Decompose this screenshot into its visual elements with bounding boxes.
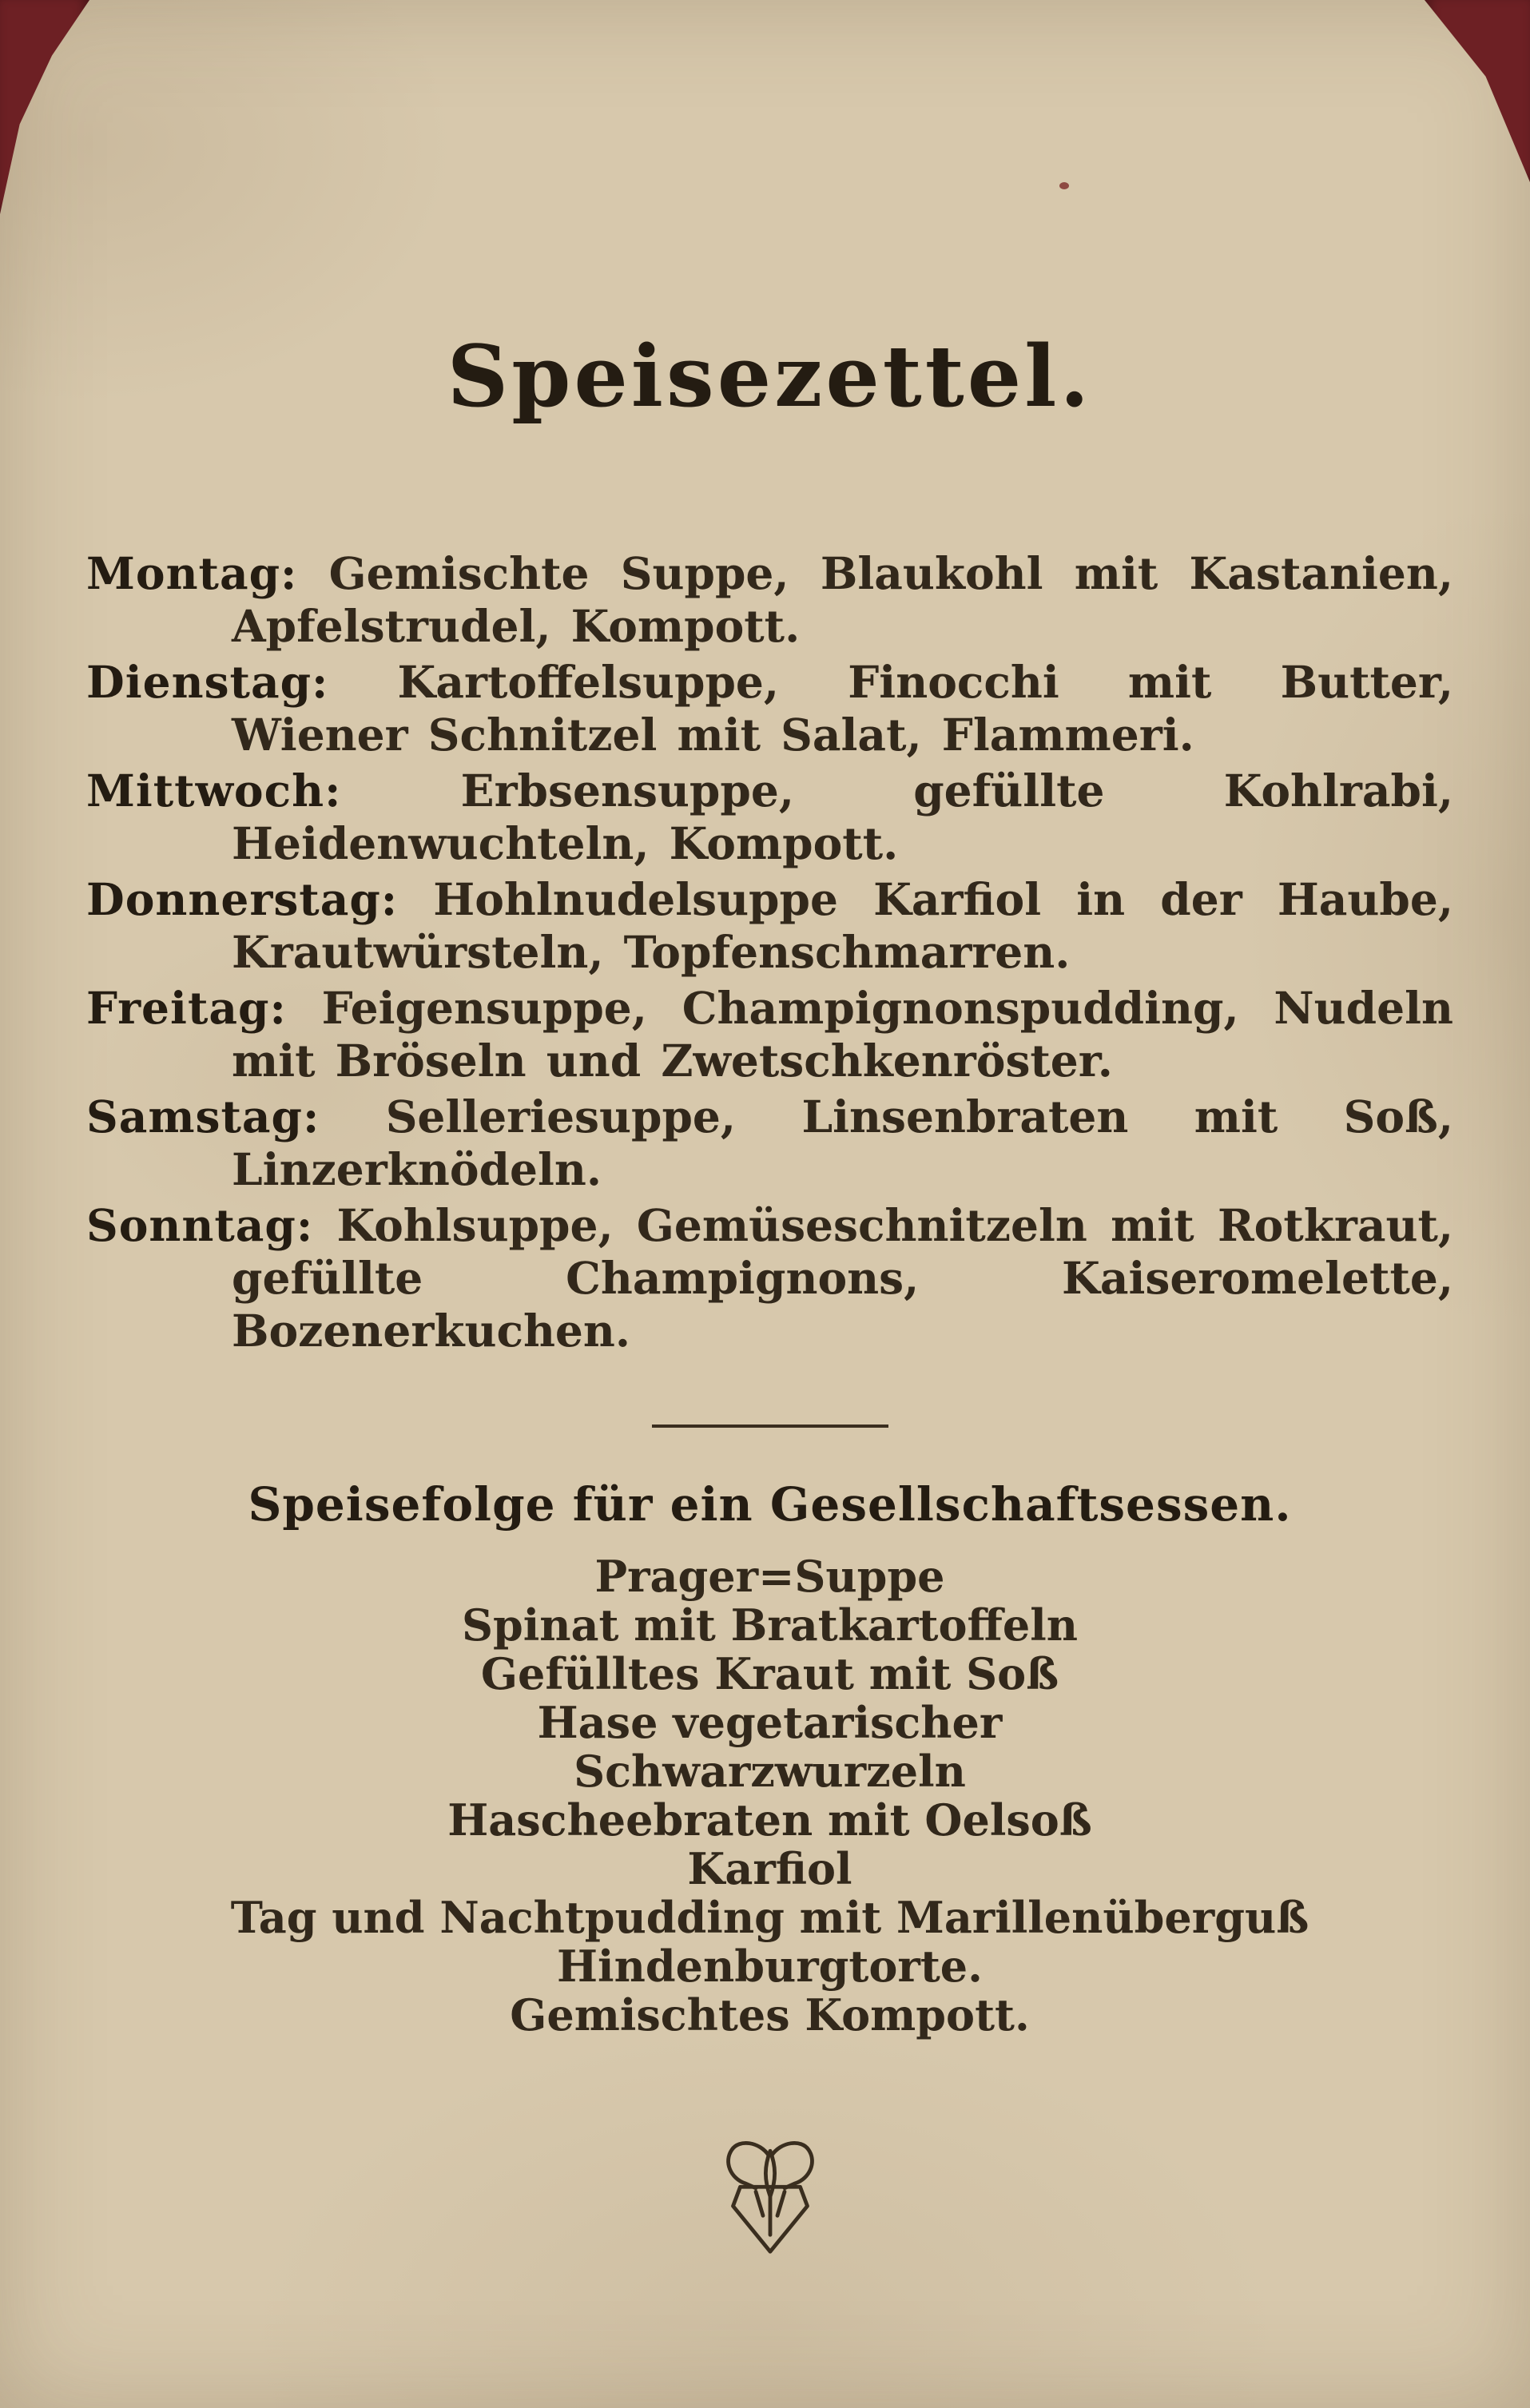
course-line: Gefülltes Kraut mit Soß xyxy=(480,1648,1059,1699)
menu-entry-tuesday xyxy=(86,656,1453,761)
course-line: Hascheebraten mit Oelsoß xyxy=(447,1794,1092,1846)
menu-dishes: Feigensuppe, Champignonspudding, Nudeln mit Bröseln und Zwetschkenröster. xyxy=(232,982,1453,1087)
menu-dishes: Gemischte Suppe, Blaukohl mit Kastanien, Apfelstrudel, Kompott. xyxy=(232,547,1454,652)
course-line: Schwarzwurzeln xyxy=(574,1746,966,1797)
menu-dishes: Hohlnudelsuppe Karfiol in der Haube, Krautwürsteln, Topfenschmarren. xyxy=(232,873,1454,978)
menu-entry-wednesday xyxy=(86,765,1453,870)
course-line: Tag und Nachtpudding mit Marillenüberguß xyxy=(230,1892,1309,1943)
page-title: Speisezettel. xyxy=(447,326,1093,426)
menu-entry-thursday xyxy=(86,873,1453,979)
course-line: Hase vegetarischer xyxy=(537,1697,1003,1748)
menu-day-label: Freitag: xyxy=(86,982,287,1034)
menu-day-label: Donnerstag: xyxy=(86,873,399,925)
course-line: Gemischtes Kompott. xyxy=(510,1989,1030,2040)
menu-entry-saturday xyxy=(86,1091,1453,1196)
ink-speck xyxy=(1059,182,1069,189)
weekly-menu xyxy=(86,547,1453,1357)
menu-dishes: Erbsensuppe, gefüllte Kohlrabi, Heidenwuchteln, Kompott. xyxy=(232,765,1453,869)
menu-dishes: Kohlsuppe, Gemüseschnitzeln mit Rotkraut, gefüllte Champignons, Kaiseromelette, Bozenerkuchen. xyxy=(232,1199,1453,1357)
menu-day-label: Mittwoch: xyxy=(86,765,342,817)
menu-day-label: Montag: xyxy=(86,547,298,599)
section-divider-rule xyxy=(652,1425,888,1428)
menu-day-label: Sonntag: xyxy=(86,1199,314,1251)
printer-ornament-icon xyxy=(86,2136,1453,2267)
menu-entry-monday xyxy=(86,547,1453,653)
book-cover-corner-right xyxy=(1425,0,1530,182)
course-line: Karfiol xyxy=(687,1843,852,1894)
menu-entry-sunday xyxy=(86,1199,1453,1357)
banquet-course-list xyxy=(86,1552,1453,2040)
course-line: Hindenburgtorte. xyxy=(557,1941,983,1992)
course-line: Prager=Suppe xyxy=(594,1551,945,1602)
menu-dishes: Kartoffelsuppe, Finocchi mit Butter, Wiener Schnitzel mit Salat, Flammeri. xyxy=(232,656,1453,761)
book-cover-corner-left xyxy=(0,0,89,214)
menu-dishes: Selleriesuppe, Linsenbraten mit Soß, Linzerknödeln. xyxy=(232,1091,1453,1195)
menu-day-label: Dienstag: xyxy=(86,656,329,708)
page-content xyxy=(0,326,1530,2267)
banquet-heading: Speisefolge für ein Gesellschaftsessen. xyxy=(248,1477,1292,1532)
course-line: Spinat mit Bratkartoffeln xyxy=(462,1599,1078,1651)
menu-day-label: Samstag: xyxy=(86,1091,320,1142)
menu-entry-friday xyxy=(86,982,1453,1087)
